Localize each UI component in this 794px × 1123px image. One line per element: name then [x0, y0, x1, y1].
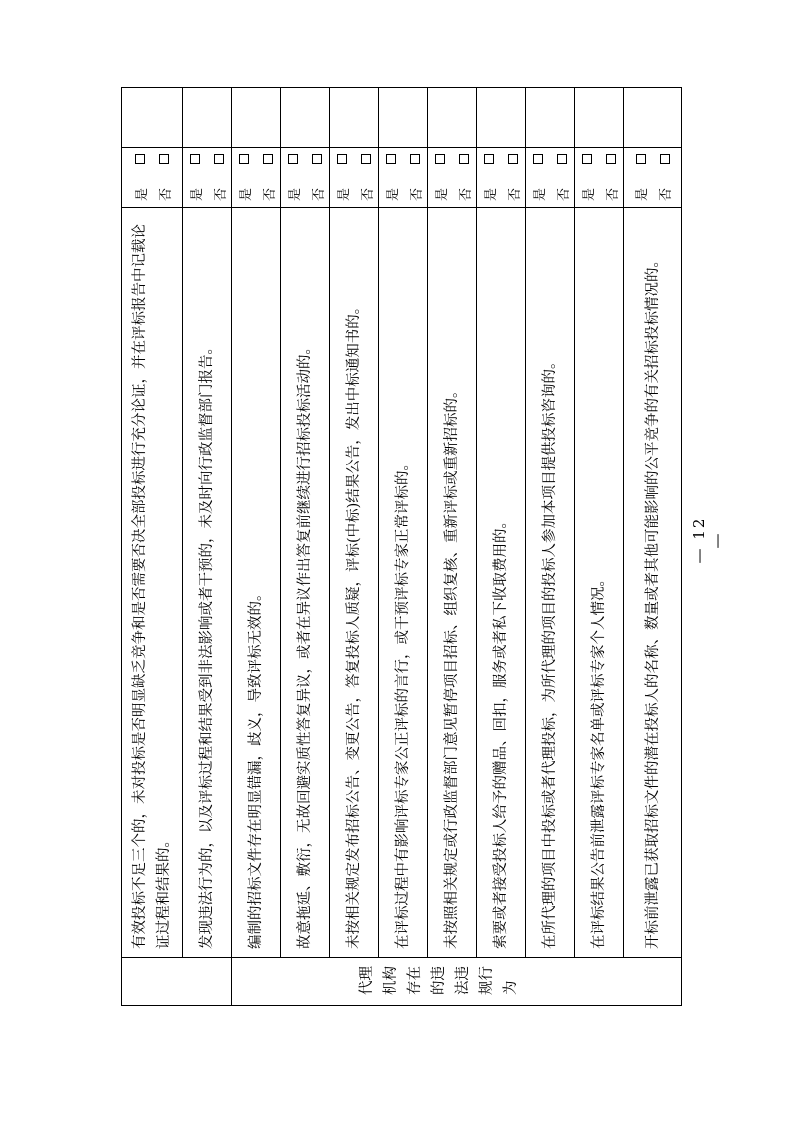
option-label: 是 — [635, 187, 650, 201]
option-label: 否 — [360, 187, 376, 201]
remarks-cell — [122, 88, 183, 148]
remarks-cell — [183, 88, 232, 148]
option-yes — [629, 148, 653, 207]
remarks-cell — [281, 88, 330, 148]
item-description: 编制的招标文件存在明显错漏，歧义，导致评标无效的。 — [232, 208, 281, 958]
yes-checkbox[interactable] — [435, 154, 445, 164]
no-checkbox[interactable] — [214, 154, 224, 164]
option-no — [152, 148, 176, 207]
yes-checkbox[interactable] — [190, 154, 200, 164]
yes-checkbox[interactable] — [337, 154, 347, 164]
option-label: 是 — [434, 187, 450, 201]
remarks-cell — [624, 88, 682, 148]
category-label-line: 为 — [503, 980, 519, 995]
no-checkbox[interactable] — [312, 154, 322, 164]
option-label: 是 — [385, 187, 401, 201]
option-label: 否 — [409, 187, 425, 201]
option-label: 是 — [189, 187, 205, 201]
yes-checkbox[interactable] — [288, 154, 298, 164]
category-label-line: 存在 — [407, 966, 423, 995]
category-label-line: 规行 — [479, 966, 495, 995]
option-label: 是 — [532, 187, 548, 201]
option-no — [256, 148, 280, 207]
option-label: 是 — [483, 187, 499, 201]
yes-checkbox[interactable] — [533, 154, 543, 164]
no-checkbox[interactable] — [263, 154, 273, 164]
option-yes — [281, 148, 305, 207]
remarks-cell — [575, 88, 624, 148]
option-cell — [122, 148, 183, 208]
option-label: 是 — [287, 187, 303, 201]
option-no — [452, 148, 476, 207]
table-row — [232, 88, 281, 1006]
category-label-line: 法违 — [455, 966, 471, 995]
table-row — [122, 88, 183, 1006]
table-row — [624, 88, 682, 1006]
option-cell — [379, 148, 428, 208]
remarks-cell — [232, 88, 281, 148]
yes-checkbox[interactable] — [636, 154, 646, 164]
no-checkbox[interactable] — [557, 154, 567, 164]
option-no — [550, 148, 574, 207]
option-no — [305, 148, 329, 207]
option-cell — [232, 148, 281, 208]
option-no — [403, 148, 427, 207]
option-label: 否 — [213, 187, 229, 201]
remarks-cell — [477, 88, 526, 148]
remarks-cell — [526, 88, 575, 148]
option-no — [653, 148, 677, 207]
category-label-line: 机构 — [383, 966, 399, 995]
option-yes — [575, 148, 599, 207]
item-description: 发现违法行为的，以及评标过程和结果受到非法影响或者干预的，未及时向行政监督部门报告。 — [183, 208, 232, 958]
page-number: — 12 — — [690, 516, 726, 564]
no-checkbox[interactable] — [410, 154, 420, 164]
remarks-cell — [330, 88, 379, 148]
no-checkbox[interactable] — [660, 154, 670, 164]
table-row — [281, 88, 330, 1006]
option-no — [354, 148, 378, 207]
option-yes — [128, 148, 152, 207]
option-cell — [428, 148, 477, 208]
yes-checkbox[interactable] — [484, 154, 494, 164]
yes-checkbox[interactable] — [135, 154, 145, 164]
option-label: 否 — [311, 187, 327, 201]
option-cell — [624, 148, 682, 208]
remarks-cell — [428, 88, 477, 148]
option-label: 是 — [336, 187, 352, 201]
option-label: 否 — [659, 187, 674, 201]
option-yes — [428, 148, 452, 207]
table-row — [526, 88, 575, 1006]
item-description: 有效投标不足三个的，未对投标是否明显缺乏竞争和是否需要否决全部投标进行充分论证，并在评标报告中记载论证过程和结果的。 — [122, 208, 183, 958]
item-description: 在评标结果公告前泄露评标专家名单或评标专家个人情况。 — [575, 208, 624, 958]
item-description: 在评标过程中有影响评标专家公正评标的言行，或干预评标专家正常评标的。 — [379, 208, 428, 958]
yes-checkbox[interactable] — [239, 154, 249, 164]
table-row — [183, 88, 232, 1006]
option-label: 否 — [605, 187, 621, 201]
option-no — [599, 148, 623, 207]
table-row — [575, 88, 624, 1006]
no-checkbox[interactable] — [508, 154, 518, 164]
yes-checkbox[interactable] — [582, 154, 592, 164]
no-checkbox[interactable] — [361, 154, 371, 164]
option-yes — [526, 148, 550, 207]
no-checkbox[interactable] — [606, 154, 616, 164]
option-cell — [330, 148, 379, 208]
option-yes — [379, 148, 403, 207]
option-cell — [526, 148, 575, 208]
option-yes — [477, 148, 501, 207]
no-checkbox[interactable] — [159, 154, 169, 164]
option-cell — [281, 148, 330, 208]
option-yes — [330, 148, 354, 207]
category-label-line: 的违 — [431, 966, 447, 995]
option-cell — [183, 148, 232, 208]
item-description: 索要或者接受投标人给予的赠品、回扣，服务或者私下收取费用的。 — [477, 208, 526, 958]
option-label: 是 — [134, 187, 150, 201]
option-label: 否 — [458, 187, 474, 201]
no-checkbox[interactable] — [459, 154, 469, 164]
category-label — [355, 815, 523, 995]
item-description: 未按照相关规定或行政监督部门意见暂停项目招标、组织复核、重新评标或重新招标的。 — [428, 208, 477, 958]
option-label: 是 — [238, 187, 254, 201]
item-description: 未按相关规定发布招标公告、变更公告，答复投标人质疑，评标(中标)结果公告，发出中标通知书的。 — [330, 208, 379, 958]
category-cell — [122, 958, 232, 1006]
remarks-cell — [379, 88, 428, 148]
option-label: 否 — [507, 187, 523, 201]
option-label: 否 — [262, 187, 278, 201]
option-no — [501, 148, 525, 207]
option-label: 是 — [581, 187, 597, 201]
option-no — [207, 148, 231, 207]
option-yes — [232, 148, 256, 207]
option-label: 否 — [556, 187, 572, 201]
option-cell — [575, 148, 624, 208]
item-description: 开标前泄露已获取招标文件的潜在投标人的名称、数量或者其他可能影响的公平竞争的有关招标投标情况的。 — [624, 208, 682, 958]
category-label-line: 代理 — [359, 966, 375, 995]
option-cell — [477, 148, 526, 208]
option-yes — [183, 148, 207, 207]
option-label: 否 — [158, 187, 174, 201]
yes-checkbox[interactable] — [386, 154, 396, 164]
item-description: 在所代理的项目中投标或者代理投标，为所代理的项目的投标人参加本项目提供投标咨询的。 — [526, 208, 575, 958]
item-description: 故意拖延、敷衍，无故回避实质性答复异议，或者在异议作出答复前继续进行招标投标活动的。 — [281, 208, 330, 958]
